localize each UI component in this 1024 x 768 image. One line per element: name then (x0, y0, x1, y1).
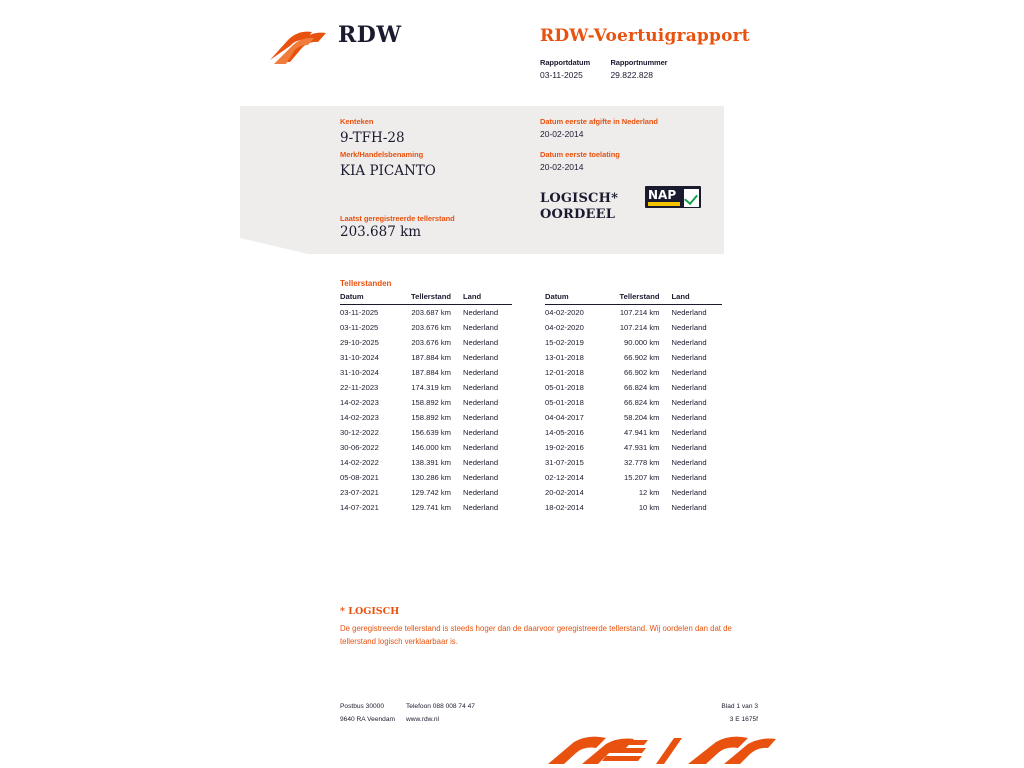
table-row (545, 320, 722, 335)
merk-value: KIA PICANTO (340, 163, 436, 179)
cell-land: Nederland (671, 368, 707, 377)
nap-underline (648, 202, 680, 206)
table-row (340, 455, 512, 470)
cell-tellerstand: 203.676 km (411, 323, 451, 332)
footer-postbus: Postbus 30000 (340, 703, 384, 710)
cell-tellerstand: 66.824 km (624, 383, 660, 392)
cell-datum: 14-07-2021 (340, 503, 379, 512)
cell-datum: 14-02-2022 (340, 458, 379, 467)
cell-tellerstand: 32.778 km (624, 458, 660, 467)
cell-datum: 05-08-2021 (340, 473, 379, 482)
col-land: Land (453, 292, 512, 305)
table-row (340, 380, 512, 395)
cell-land: Nederland (671, 383, 707, 392)
footer-address (340, 700, 404, 726)
table-row (340, 350, 512, 365)
cell-land: Nederland (463, 368, 499, 377)
footer-code: 3 E 1675f (729, 716, 758, 723)
table-row (340, 485, 512, 500)
cell-land: Nederland (671, 338, 707, 347)
tellerstanden-table-left (340, 292, 512, 515)
cell-tellerstand: 156.639 km (411, 428, 451, 437)
table-row (545, 485, 722, 500)
table-row (340, 500, 512, 515)
table-row (340, 470, 512, 485)
footer-pageinfo (698, 700, 758, 726)
cell-tellerstand: 174.319 km (411, 383, 451, 392)
cell-land: Nederland (463, 458, 499, 467)
cell-land: Nederland (463, 308, 499, 317)
table-row (545, 500, 722, 515)
report-date-value: 03-11-2025 (540, 70, 583, 80)
rdw-logo-icon (268, 26, 330, 66)
laatste-tellerstand-label: Laatst geregistreerde tellerstand (340, 214, 455, 223)
report-title: RDW-Voertuigrapport (540, 26, 750, 46)
cell-tellerstand: 203.687 km (411, 308, 451, 317)
footer-plaats: 9640 RA Veendam (340, 716, 395, 723)
eerste-afgifte-label: Datum eerste afgifte in Nederland (540, 117, 658, 126)
rdw-logo (268, 22, 508, 68)
tellerstanden-title: Tellerstanden (340, 279, 392, 288)
cell-datum: 05-01-2018 (545, 383, 584, 392)
cell-tellerstand: 107.214 km (619, 308, 660, 317)
cell-land: Nederland (671, 473, 707, 482)
report-number-block (610, 58, 667, 80)
cell-tellerstand: 138.391 km (411, 458, 451, 467)
cell-tellerstand: 66.902 km (624, 368, 660, 377)
cell-land: Nederland (671, 443, 707, 452)
cell-datum: 15-02-2019 (545, 338, 584, 347)
col-datum: Datum (545, 292, 599, 305)
cell-tellerstand: 107.214 km (619, 323, 660, 332)
cell-datum: 30-06-2022 (340, 443, 379, 452)
nap-check-icon (683, 188, 700, 208)
laatste-tellerstand-value: 203.687 km (340, 224, 422, 240)
table-row (340, 440, 512, 455)
report-date-label: Rapportdatum (540, 58, 591, 67)
table-row (545, 365, 722, 380)
cell-tellerstand: 129.742 km (411, 488, 451, 497)
table-header-row (340, 292, 512, 305)
cell-land: Nederland (671, 428, 707, 437)
cell-tellerstand: 187.884 km (411, 368, 451, 377)
cell-land: Nederland (463, 503, 499, 512)
tellerstanden-table-right (545, 292, 722, 515)
cell-datum: 14-05-2016 (545, 428, 584, 437)
table-row (340, 305, 512, 321)
cell-datum: 14-02-2023 (340, 398, 379, 407)
cell-tellerstand: 130.286 km (411, 473, 451, 482)
cell-datum: 03-11-2025 (340, 308, 379, 317)
cell-datum: 14-02-2023 (340, 413, 379, 422)
cell-datum: 04-02-2020 (545, 323, 584, 332)
nap-logo (645, 186, 701, 208)
cell-land: Nederland (463, 428, 499, 437)
table-row (340, 425, 512, 440)
cell-datum: 22-11-2023 (340, 383, 379, 392)
cell-datum: 05-01-2018 (545, 398, 584, 407)
footer-contact (406, 700, 526, 726)
table-row (340, 335, 512, 350)
cell-datum: 20-02-2014 (545, 488, 584, 497)
cell-tellerstand: 47.931 km (624, 443, 660, 452)
cell-datum: 12-01-2018 (545, 368, 584, 377)
note-body: De geregistreerde tellerstand is steeds hoger dan de daarvoor geregistreerde tellerstand. Wij oordelen dan dat de tellerstand logisch verklaarbaar is. (340, 624, 732, 646)
table-row (340, 320, 512, 335)
cell-land: Nederland (463, 443, 499, 452)
kenteken-label: Kenteken (340, 117, 374, 126)
cell-land: Nederland (463, 338, 499, 347)
cell-datum: 23-07-2021 (340, 488, 379, 497)
cell-tellerstand: 146.000 km (411, 443, 451, 452)
cell-datum: 18-02-2014 (545, 503, 584, 512)
table-row (340, 395, 512, 410)
col-tellerstand: Tellerstand (393, 292, 453, 305)
table-row (545, 335, 722, 350)
col-land: Land (662, 292, 723, 305)
cell-datum: 19-02-2016 (545, 443, 584, 452)
cell-tellerstand: 66.824 km (624, 398, 660, 407)
cell-datum: 04-02-2020 (545, 308, 584, 317)
vehicle-info-panel (240, 106, 724, 254)
report-number-label: Rapportnummer (610, 58, 668, 67)
cell-datum: 31-10-2024 (340, 353, 379, 362)
cell-land: Nederland (671, 308, 707, 317)
cell-land: Nederland (671, 488, 707, 497)
table-header-row (545, 292, 722, 305)
cell-datum: 29-10-2025 (340, 338, 379, 347)
cell-tellerstand: 10 km (638, 503, 660, 512)
col-datum: Datum (340, 292, 393, 305)
cell-tellerstand: 158.892 km (411, 398, 451, 407)
eerste-toelating-value: 20-02-2014 (540, 162, 584, 172)
cell-tellerstand: 203.676 km (411, 338, 451, 347)
table-row (545, 350, 722, 365)
cell-land: Nederland (671, 398, 707, 407)
rdw-bottom-graphic (548, 736, 788, 768)
report-number-value: 29.822.828 (610, 70, 653, 80)
verdict-line-2: OORDEEL (540, 207, 616, 222)
cell-datum: 31-10-2024 (340, 368, 379, 377)
table-row (545, 410, 722, 425)
footer-page: Blad 1 van 3 (721, 703, 758, 710)
cell-land: Nederland (463, 353, 499, 362)
table-row (545, 440, 722, 455)
merk-label: Merk/Handelsbenaming (340, 150, 424, 159)
footer-telefoon: Telefoon 088 008 74 47 (406, 703, 475, 710)
cell-tellerstand: 47.941 km (624, 428, 660, 437)
cell-land: Nederland (463, 398, 499, 407)
table-row (545, 470, 722, 485)
report-date-block (540, 58, 606, 80)
cell-tellerstand: 158.892 km (411, 413, 451, 422)
cell-datum: 31-07-2015 (545, 458, 584, 467)
cell-tellerstand: 58.204 km (624, 413, 660, 422)
report-meta (540, 58, 840, 80)
cell-datum: 30-12-2022 (340, 428, 379, 437)
cell-tellerstand: 187.884 km (411, 353, 451, 362)
table-row (545, 425, 722, 440)
brand-wordmark: RDW (338, 22, 402, 48)
col-tellerstand: Tellerstand (599, 292, 661, 305)
verdict-line-1: LOGISCH* (540, 191, 619, 206)
verdict-block (540, 191, 618, 223)
cell-tellerstand: 129.741 km (411, 503, 451, 512)
table-row (545, 395, 722, 410)
cell-land: Nederland (463, 488, 499, 497)
cell-land: Nederland (671, 353, 707, 362)
cell-land: Nederland (463, 413, 499, 422)
table-row (545, 380, 722, 395)
cell-tellerstand: 12 km (638, 488, 660, 497)
cell-land: Nederland (463, 473, 499, 482)
table-row (545, 455, 722, 470)
cell-land: Nederland (671, 413, 707, 422)
eerste-afgifte-value: 20-02-2014 (540, 129, 584, 139)
table-row (340, 410, 512, 425)
cell-land: Nederland (463, 383, 499, 392)
footer-website[interactable]: www.rdw.nl (406, 716, 439, 723)
cell-tellerstand: 15.207 km (624, 473, 660, 482)
table-row (340, 365, 512, 380)
cell-land: Nederland (671, 458, 707, 467)
cell-land: Nederland (671, 503, 707, 512)
note-title: * LOGISCH (340, 606, 400, 617)
nap-label: NAP (648, 188, 677, 202)
cell-land: Nederland (671, 323, 707, 332)
cell-datum: 04-04-2017 (545, 413, 584, 422)
cell-datum: 03-11-2025 (340, 323, 379, 332)
cell-datum: 13-01-2018 (545, 353, 584, 362)
kenteken-value: 9-TFH-28 (340, 130, 405, 146)
cell-tellerstand: 90.000 km (624, 338, 660, 347)
eerste-toelating-label: Datum eerste toelating (540, 150, 620, 159)
table-row (545, 305, 722, 321)
cell-land: Nederland (463, 323, 499, 332)
cell-datum: 02-12-2014 (545, 473, 584, 482)
cell-tellerstand: 66.902 km (624, 353, 660, 362)
